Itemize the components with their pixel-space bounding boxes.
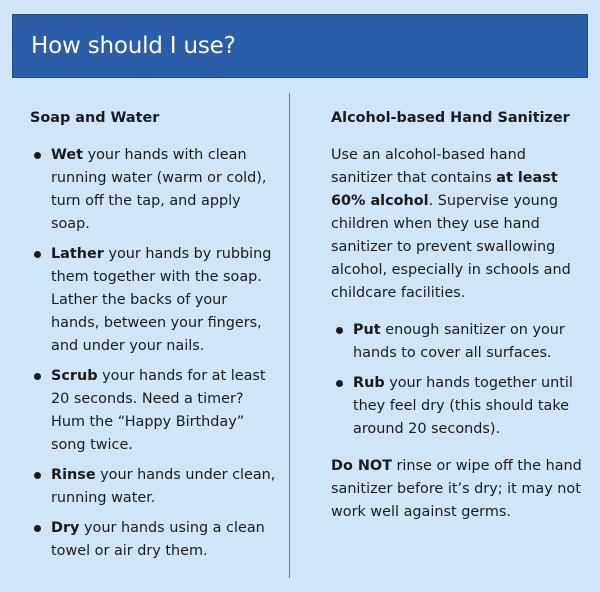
- list-item: [332, 319, 586, 365]
- sanitizer-warning: [331, 455, 586, 524]
- step-text: your hands under clean, running water.: [51, 467, 276, 506]
- warning-text: rinse or wipe off the hand sanitizer before it’s dry; it may not work well against germs.: [331, 458, 582, 520]
- step-text: your hands by rubbing them together with the soap. Lather the backs of your hands, between your fingers, and under your nails.: [51, 246, 272, 354]
- bullet-icon: [34, 525, 41, 532]
- bullet-icon: [34, 472, 41, 479]
- list-item: [30, 464, 280, 510]
- list-item: [30, 517, 280, 563]
- section-header: [12, 14, 588, 78]
- step-verb: Put: [353, 322, 381, 338]
- step-verb: Rinse: [51, 467, 96, 483]
- step-verb: Lather: [51, 246, 104, 262]
- intro-emphasis: at least 60% alcohol: [331, 170, 558, 209]
- column-divider: [289, 93, 290, 578]
- list-item: [332, 372, 586, 441]
- intro-text: Use an alcohol-based hand sanitizer that contains: [331, 147, 526, 186]
- step-text: your hands using a clean towel or air dry them.: [51, 520, 265, 559]
- bullet-icon: [34, 152, 41, 159]
- step-verb: Rub: [353, 375, 385, 391]
- step-text: your hands with clean running water (warm or cold), turn off the tap, and apply soap.: [51, 147, 267, 232]
- step-text: your hands together until they feel dry (this should take around 20 seconds).: [353, 375, 573, 437]
- sanitizer-steps-list: [331, 319, 586, 441]
- soap-steps-list: [30, 144, 280, 563]
- bullet-icon: [336, 327, 343, 334]
- bullet-icon: [34, 251, 41, 258]
- page-title: How should I use?: [31, 33, 236, 59]
- hand-sanitizer-heading: Alcohol-based Hand Sanitizer: [331, 110, 570, 126]
- step-verb: Dry: [51, 520, 80, 536]
- bullet-icon: [336, 380, 343, 387]
- step-text: your hands for at least 20 seconds. Need a timer? Hum the “Happy Birthday” song twice.: [51, 368, 266, 453]
- list-item: [30, 365, 280, 457]
- intro-text-continued: . Supervise young children when they use hand sanitizer to prevent swallowing alcohol, especially in schools and childcare facilities.: [331, 193, 571, 301]
- list-item: [30, 243, 280, 358]
- warning-emphasis: Do NOT: [331, 458, 392, 474]
- step-verb: Wet: [51, 147, 83, 163]
- hand-sanitizer-column: [331, 106, 586, 538]
- soap-and-water-heading: Soap and Water: [30, 110, 160, 126]
- sanitizer-intro: [331, 144, 586, 305]
- list-item: [30, 144, 280, 236]
- soap-and-water-column: [30, 106, 280, 570]
- step-verb: Scrub: [51, 368, 98, 384]
- bullet-icon: [34, 373, 41, 380]
- step-text: enough sanitizer on your hands to cover all surfaces.: [353, 322, 565, 361]
